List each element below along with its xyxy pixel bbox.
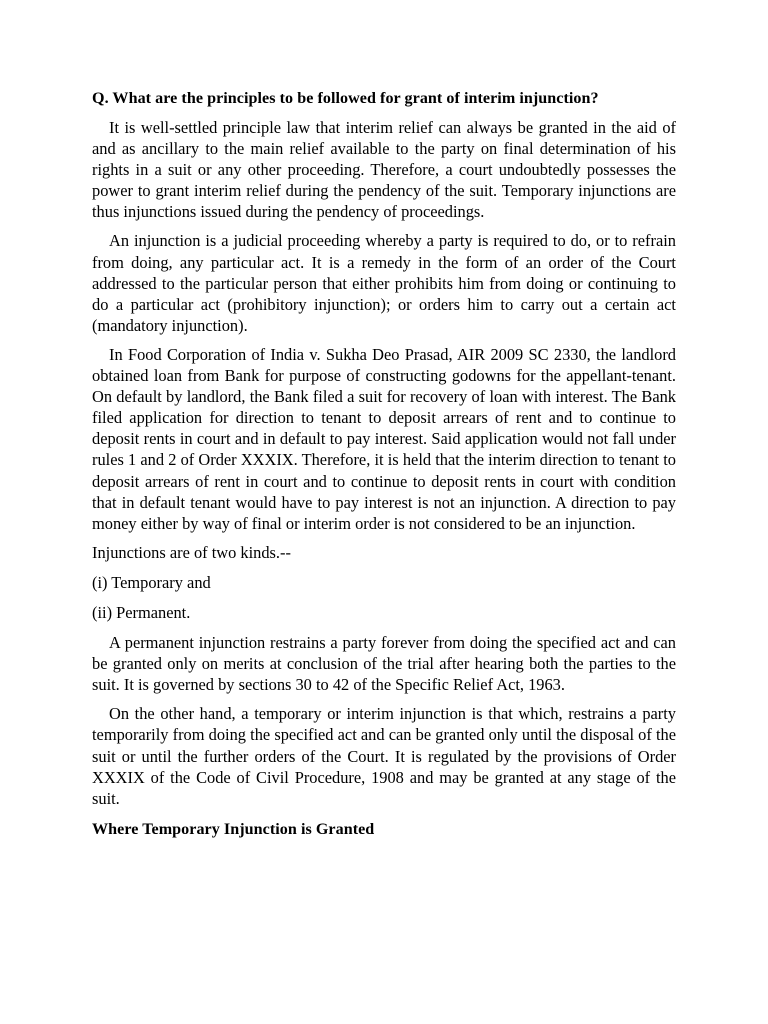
body-paragraph-permanent-injunction: A permanent injunction restrains a party forever from doing the specified act and can be granted only on merits at conclusion of the trial after hearing both the parties to the suit. It is governed by sections 30 to 42 of the Specific Relief Act, 1963. — [92, 633, 676, 695]
document-body — [92, 88, 676, 840]
list-item: (i) Temporary and — [92, 572, 211, 592]
injunction-kinds-lead-in: Injunctions are of two kinds.-- — [92, 542, 291, 562]
body-paragraph-temporary-injunction: On the other hand, a temporary or interim injunction is that which, restrains a party temporarily from doing the specified act and can be granted only until the disposal of the suit or until the further orders of the Court. It is regulated by the provisions of Order XXXIX of the Code of Civil Procedure, 1908 and may be granted at any stage of the suit. — [92, 704, 676, 808]
body-paragraph: It is well-settled principle law that interim relief can always be granted in the aid of and as ancillary to the main relief available to the party on final determination of his rights in a suit or any other proceeding. Therefore, a court undoubtedly possesses the power to grant interim relief during the pendency of the suit. Temporary injunctions are thus injunctions issued during the pendency of proceedings. — [92, 118, 676, 222]
page-title: Q. What are the principles to be followed for grant of interim injunction? — [92, 90, 599, 107]
list-item: (ii) Permanent. — [92, 602, 191, 622]
section-heading: Where Temporary Injunction is Granted — [92, 820, 375, 838]
body-paragraph: An injunction is a judicial proceeding whereby a party is required to do, or to refrain from doing, any particular act. It is a remedy in the form of an order of the Court addressed to the particular person that either prohibits him from doing or continuing to do a particular act (prohibitory injunction); or orders him to carry out a certain act (mandatory injunction). — [92, 231, 676, 335]
body-paragraph-case-citation: In Food Corporation of India v. Sukha Deo Prasad, AIR 2009 SC 2330, the landlord obtained loan from Bank for purpose of constructing godowns for the appellant-tenant. On default by landlord, the Bank filed a suit for recovery of loan with interest. The Bank filed application for direction to tenant to deposit arrears of rent and to continue to deposit rents in court and in default to pay interest. Said application would not fall under rules 1 and 2 of Order XXXIX. Therefore, it is held that the interim direction to tenant to deposit arrears of rent in court and to continue to deposit rents in court with condition that in default tenant would have to pay interest is not an injunction. A direction to pay money either by way of final or interim order is not considered to be an injunction. — [92, 344, 676, 533]
